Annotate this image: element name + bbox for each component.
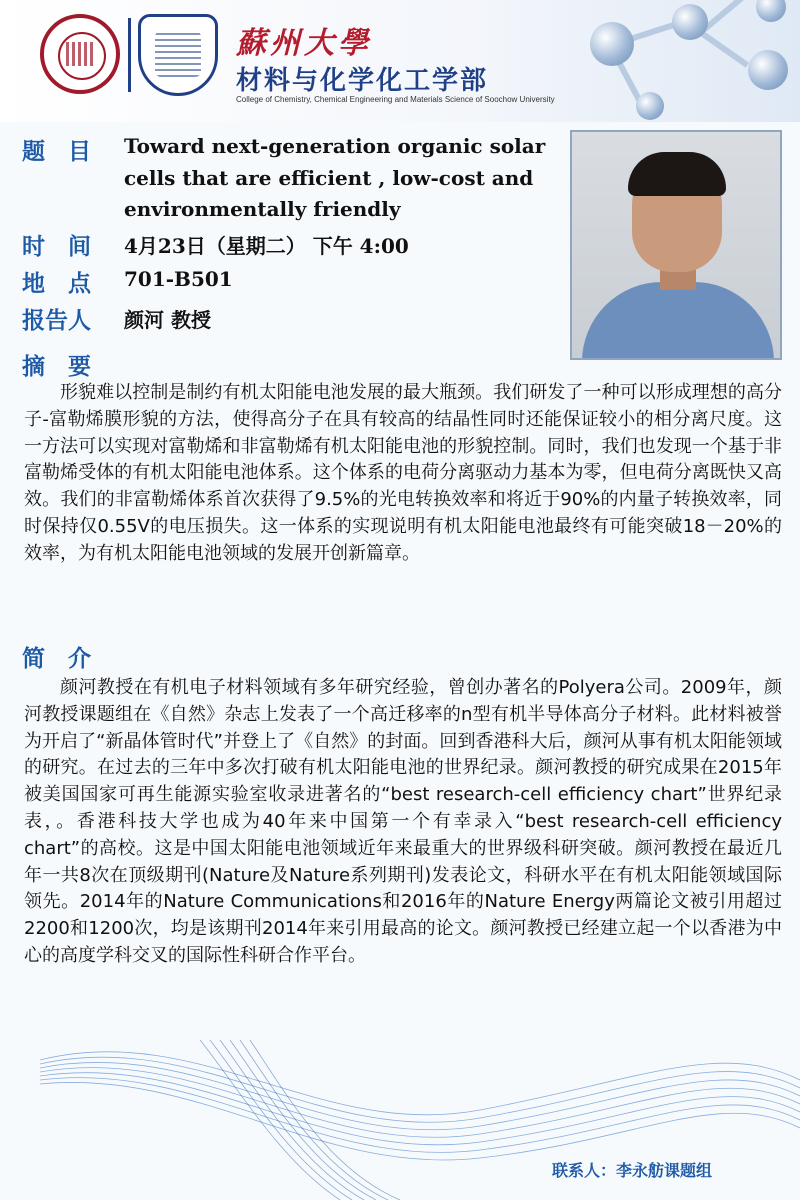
bio-text: 颜河教授在有机电子材料领域有多年研究经验，曾创办著名的Polyera公司。2009年，颜河教授课题组在《自然》杂志上发表了一个高迁移率的n型有机半导体高分子材料。此材料被誉为开启了“新晶体管时代”并登上了《自然》的封面。回到香港科大后，颜河从事有机太阳能领域的研究。在过去的三年中多次打破有机太阳能电池的世界纪录。颜河教授的研究成果在2015年被美国国家可再生能源实验室收录进著名的“best research-cell efficiency chart”世界纪录表，。香港科技大学也成为40年来中国第一个有幸录入“best research-cell efficiency chart”的高校。这是中国太阳能电池领域近年来最重大的世界级科研突破。颜河教授在最近几年一共8次在顶级期刊(Nature及Nature系列期刊)发表论文，科研水平在有机太阳能领域国际领先。2014年的Nature Communications和2016年的Nature Energy两篇论文被引用超过2200和1200次，均是该期刊2014年来引用最高的论文。颜河教授已经建立起一个以香港为中心的高度学科交叉的国际性科研合作平台。 [24,677,782,966]
speaker-value: 颜河 教授 [124,308,211,332]
place-value: 701-B501 [124,267,233,291]
school-name: 材料与化学化工学部 [236,66,489,96]
school-name-english: College of Chemistry, Chemical Engineering and Materials Science of Soochow University [236,95,555,104]
header-banner [0,0,800,122]
topic-line-1: Toward next-generation organic solar [124,134,546,158]
school-crest-logo [138,14,218,96]
place-label: 地 点 [22,271,91,297]
time-label: 时 间 [22,234,91,260]
logo-divider [128,18,131,92]
topic-line-2: cells that are efficient , low-cost and [124,166,534,190]
abstract-heading: 摘 要 [22,354,91,380]
university-name: 蘇州大學 [236,26,372,61]
topic-label: 题 目 [22,139,91,165]
time-value: 4月23日（星期二） 下午 4:00 [124,234,409,258]
abstract-text: 形貌难以控制是制约有机太阳能电池发展的最大瓶颈。我们研发了一种可以形成理想的高分子-富勒烯膜形貌的方法，使得高分子在具有较高的结晶性同时还能保证较小的相分离尺度。这一方法可以实现对富勒烯和非富勒烯有机太阳能电池的形貌控制。同时，我们也发现一个基于非富勒烯受体的有机太阳能电池体系。这个体系的电荷分离驱动力基本为零，但电荷分离既快又高效。我们的非富勒烯体系首次获得了9.5%的光电转换效率和将近于90%的内量子转换效率，同时保持仅0.55V的电压损失。这一体系的实现说明有机太阳能电池最终有可能突破18－20%的效率，为有机太阳能电池领域的发展开创新篇章。 [24,382,782,564]
university-seal-logo [40,14,120,94]
bio-heading: 简 介 [22,646,91,672]
contact-info: 联系人：李永舫课题组 [552,1161,713,1180]
speaker-photo [570,130,782,360]
topic-line-3: environmentally friendly [124,197,401,221]
speaker-label: 报告人 [22,308,91,334]
